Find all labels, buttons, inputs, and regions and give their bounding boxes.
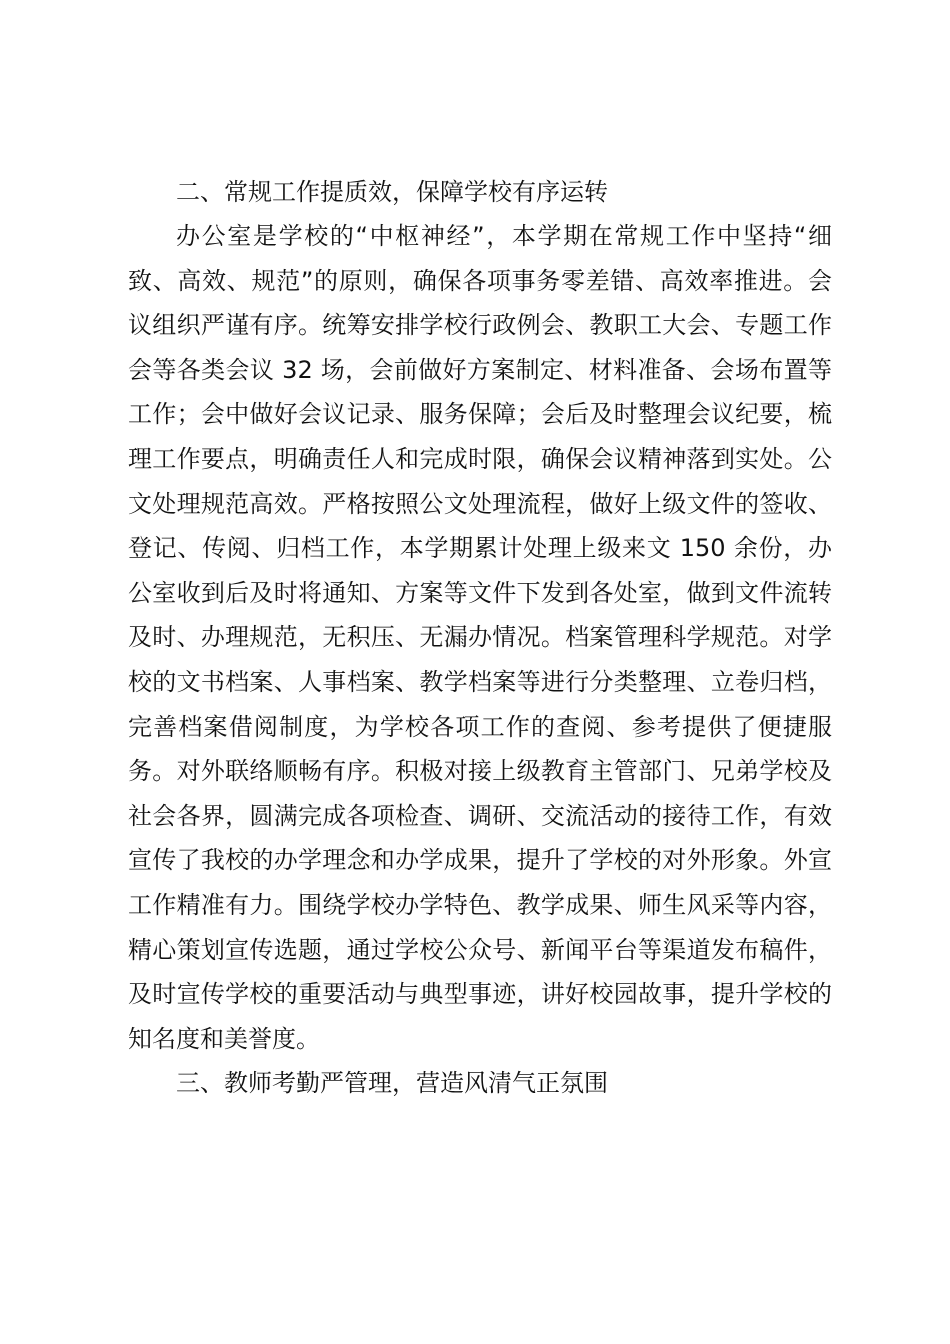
document-body <box>128 170 832 1105</box>
section-heading-3: 三、教师考勤严管理，营造风清气正氛围 <box>176 1069 608 1098</box>
section-heading-2: 二、常规工作提质效，保障学校有序运转 <box>176 178 608 206</box>
section-paragraph: 办公室是学校的“中枢神经”，本学期在常规工作中坚持“细致、高效、规范”的原则，确保各项事务零差错、高效率推进。会议组织严谨有序。统筹安排学校行政例会、教职工大会、专题工作会等各类会议 32 场，会前做好方案制定、材料准备、会场布置等工作；会中做好会议记录、服务保障；会后及时整理会议纪要，梳理工作要点，明确责任人和完成时限，确保会议精神落到实处。公文处理规范高效。严格按照公文处理流程，做好上级文件的签收、登记、传阅、归档工作，本学期累计处理上级来文 150 余份，办公室收到后及时将通知、方案等文件下发到各处室，做到文件流转及时、办理规范，无积压、无漏办情况。档案管理科学规范。对学校的文书档案、人事档案、教学档案等进行分类整理、立卷归档，完善档案借阅制度，为学校各项工作的查阅、参考提供了便捷服务。对外联络顺畅有序。积极对接上级教育主管部门、兄弟学校及社会各界，圆满完成各项检查、调研、交流活动的接待工作，有效宣传了我校的办学理念和办学成果，提升了学校的对外形象。外宣工作精准有力。围绕学校办学特色、教学成果、师生风采等内容，精心策划宣传选题，通过学校公众号、新闻平台等渠道发布稿件，及时宣传学校的重要活动与典型事迹，讲好校园故事，提升学校的知名度和美誉度。 <box>128 222 832 1053</box>
